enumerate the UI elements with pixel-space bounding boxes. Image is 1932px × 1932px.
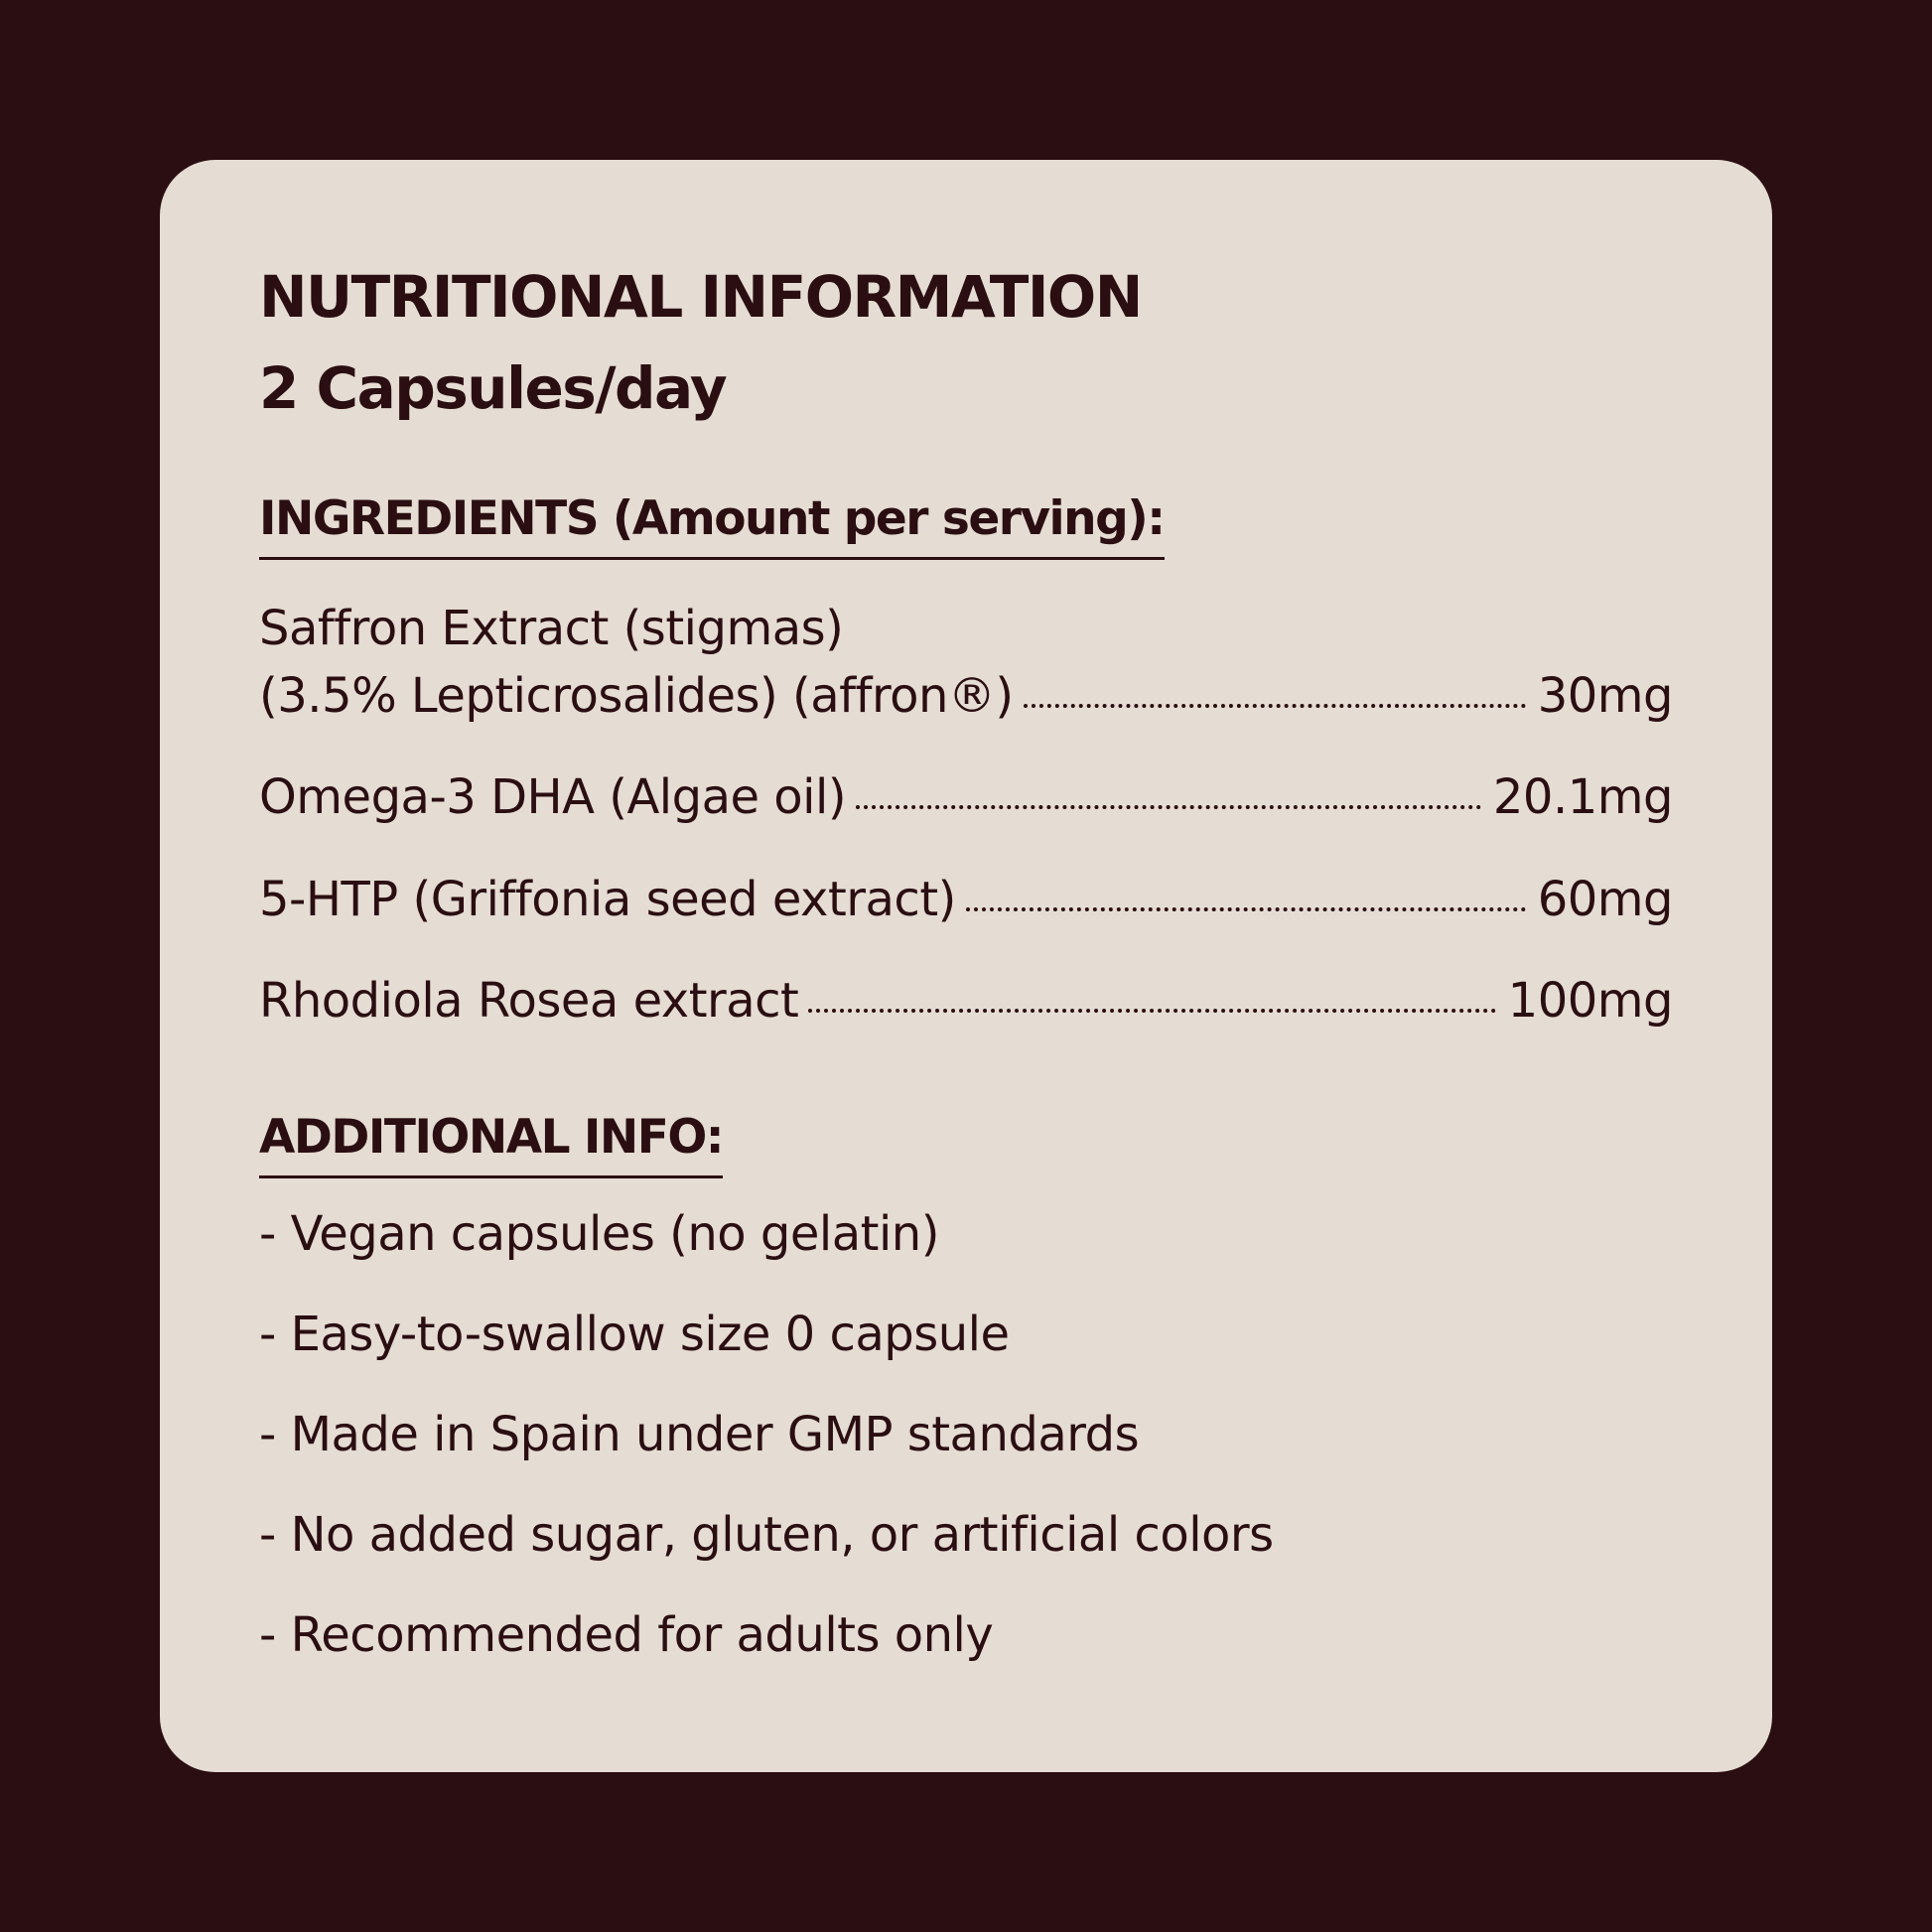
list-item: - Easy-to-swallow size 0 capsule <box>259 1307 1010 1362</box>
ingredient-amount: 100mg <box>1507 973 1673 1029</box>
list-item: - No added sugar, gluten, or artificial colors <box>259 1507 1274 1563</box>
nutrition-card <box>160 160 1772 1772</box>
ingredient-name: Rhodiola Rosea extract <box>259 973 799 1029</box>
ingredient-name-line1: Saffron Extract (stigmas) <box>259 601 844 656</box>
ingredient-row-5htp <box>259 866 1673 933</box>
additional-info-heading: ADDITIONAL INFO: <box>259 1108 723 1178</box>
list-item: - Vegan capsules (no gelatin) <box>259 1206 939 1262</box>
additional-info-list <box>259 1200 1274 1702</box>
ingredient-row-rhodiola <box>259 967 1673 1035</box>
ingredient-row-saffron <box>259 595 1673 730</box>
ingredient-amount: 60mg <box>1537 872 1673 927</box>
list-item: - Made in Spain under GMP standards <box>259 1407 1140 1462</box>
dot-leader <box>1024 704 1526 708</box>
ingredient-name: (3.5% Lepticrosalides) (affron®) <box>259 668 1014 724</box>
ingredient-name: 5-HTP (Griffonia seed extract) <box>259 872 956 927</box>
ingredients-heading: INGREDIENTS (Amount per serving): <box>259 489 1165 560</box>
ingredient-name: Omega-3 DHA (Algae oil) <box>259 769 847 825</box>
dot-leader <box>966 907 1526 911</box>
dot-leader <box>808 1009 1495 1013</box>
title-text: NUTRITIONAL INFORMATION <box>259 263 1142 331</box>
dot-leader <box>856 805 1481 809</box>
list-item: - Recommended for adults only <box>259 1607 994 1663</box>
page-title <box>259 251 1142 434</box>
ingredient-amount: 20.1mg <box>1492 769 1673 825</box>
serving-text: 2 Capsules/day <box>259 354 727 422</box>
ingredient-row-omega3 <box>259 763 1673 831</box>
ingredient-amount: 30mg <box>1537 668 1673 724</box>
